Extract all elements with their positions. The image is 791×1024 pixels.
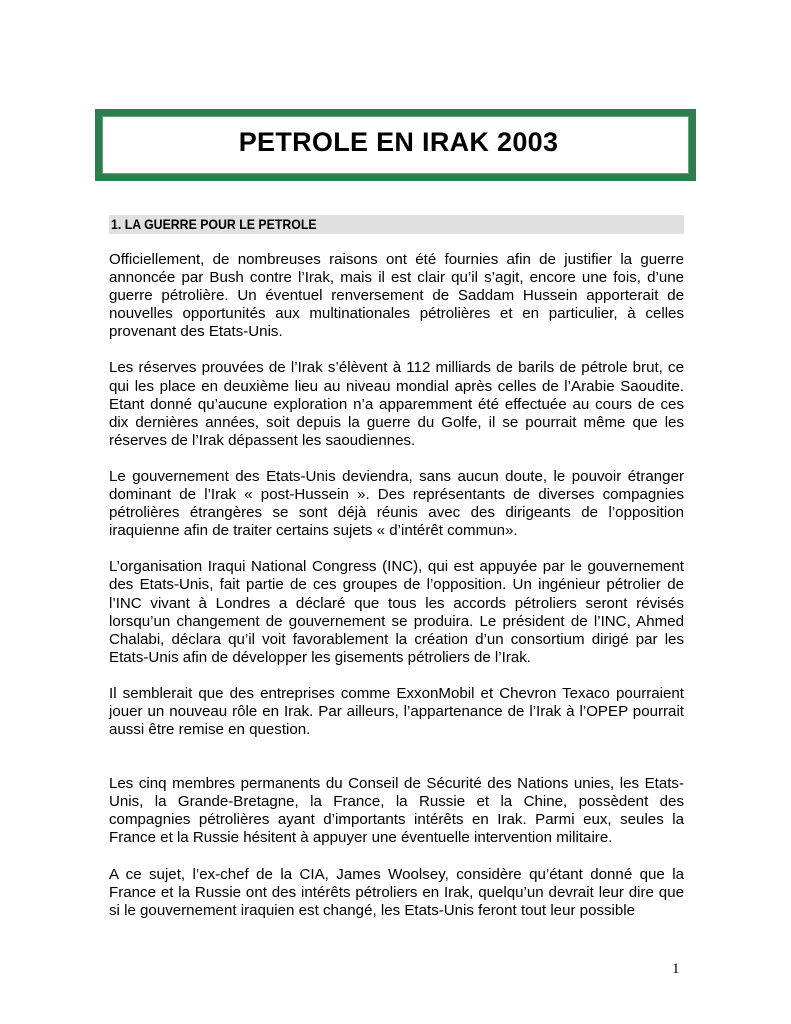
section-heading — [109, 215, 684, 234]
paragraph: Officiellement, de nombreuses raisons ont été fournies afin de justifier la guerre annoncée par Bush contre l’Irak, mais il est clair qu’il s’agit, encore une fois, d’une guerre pétrolière. Un éventuel renversement de Saddam Hussein apporterait de nouvelles opportunités aux multinationales pétrolières et en particulier, à celles provenant des Etats-Unis. — [109, 251, 684, 341]
paragraph: L’organisation Iraqui National Congress (INC), qui est appuyée par le gouvernement des Etats-Unis, fait partie de ces groupes de l’opposition. Un ingénieur pétrolier de l’INC vivant à Londres a déclaré que tous les accords pétroliers seront révisés lorsqu’un changement de gouvernement se produira. Le président de l’INC, Ahmed Chalabi, déclara qu’il voit favorablement la création d’un consortium dirigé par les Etats-Unis afin de développer les gisements pétroliers de l’Irak. — [109, 558, 684, 666]
page-number: 1 — [672, 961, 680, 977]
paragraph: Les cinq membres permanents du Conseil de Sécurité des Nations unies, les Etats-Unis, la Grande-Bretagne, la France, la Russie et la Chine, possèdent des compagnies pétrolières ayant d’importants intérêts en Irak. Parmi eux, seules la France et la Russie hésitent à appuyer une éventuelle intervention militaire. — [109, 775, 684, 847]
document-title: PETROLE EN IRAK 2003 — [238, 126, 559, 157]
paragraph: Le gouvernement des Etats-Unis deviendra, sans aucun doute, le pouvoir étranger dominant de l’Irak « post-Hussein ». Des représentants de diverses compagnies pétrolières étrangères se sont déjà réunis avec des dirigeants de l’opposition iraquienne afin de traiter certains sujets « d’intérêt commun». — [109, 467, 684, 540]
title-inner — [102, 116, 689, 174]
paragraph: Il semblerait que des entreprises comme ExxonMobil et Chevron Texaco pourraient jouer un nouveau rôle en Irak. Par ailleurs, l’appartenance de l’Irak à l’OPEP pourrait aussi être remise en question. — [109, 684, 684, 739]
section-heading-text: 1. LA GUERRE POUR LE PETROLE — [111, 216, 317, 232]
paragraph: A ce sujet, l’ex-chef de la CIA, James Woolsey, considère qu’étant donné que la France et la Russie ont des intérêts pétroliers en Irak, quelqu’un devrait leur dire que si le gouvernement iraquien est changé, les Etats-Unis feront tout leur possible — [109, 865, 684, 919]
paragraph: Les réserves prouvées de l’Irak s’élèvent à 112 milliards de barils de pétrole brut, ce qui les place en deuxième lieu au niveau mondial après celles de l’Arabie Saoudite. Etant donné qu’aucune exploration n’a apparemment été effectuée au cours de ces dix dernières années, soit depuis la guerre du Golfe, il se pourrait même que les réserves de l’Irak dépassent les saoudiennes. — [109, 359, 684, 449]
document-body — [109, 251, 684, 920]
title-box — [95, 109, 696, 181]
